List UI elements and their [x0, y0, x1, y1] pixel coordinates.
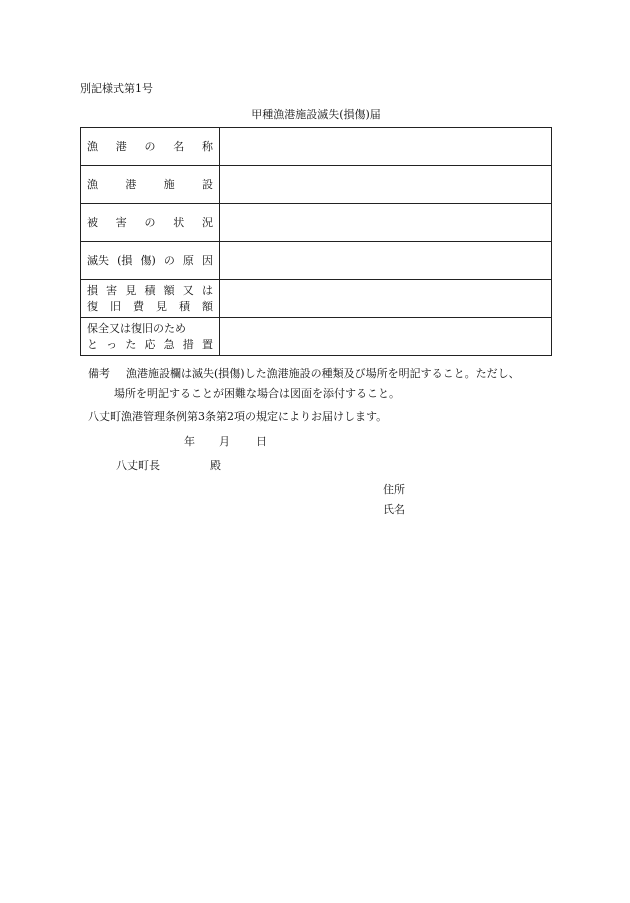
remarks-text: 漁港施設欄は滅失(損傷)した漁港施設の種類及び場所を明記すること。ただし、 — [126, 367, 520, 380]
label-char: 見 — [125, 283, 137, 297]
label-char: 見 — [156, 299, 167, 313]
label-char: 因 — [201, 253, 213, 267]
table-row — [81, 242, 552, 280]
label-char: 害 — [115, 215, 127, 229]
label-char: 積 — [144, 283, 156, 297]
date-day-label: 日 — [256, 435, 267, 448]
address-label: 住所 — [383, 483, 405, 496]
label-line — [87, 283, 213, 299]
remarks-line — [88, 364, 548, 384]
label-line — [87, 215, 213, 231]
label-char: 置 — [201, 337, 213, 351]
label-char: の — [144, 139, 156, 153]
label-line — [87, 321, 213, 337]
name-label: 氏名 — [383, 503, 405, 516]
label-char: 原 — [182, 253, 194, 267]
label-char: 漁 — [87, 139, 98, 153]
addressee — [116, 457, 221, 473]
label-char: 況 — [202, 215, 213, 229]
label-char: た — [125, 337, 137, 351]
row-label-damage-status — [81, 204, 220, 242]
row-label-estimates — [81, 280, 220, 318]
provision-statement: 八丈町漁港管理条例第3条第2項の規定によりお届けします。 — [88, 410, 388, 423]
table-row — [81, 318, 552, 356]
label-char: っ — [106, 337, 118, 351]
port-facility-field[interactable] — [220, 166, 552, 204]
label-char: 応 — [144, 337, 156, 351]
label-char: 傷) — [140, 253, 156, 267]
label-char: 状 — [173, 215, 185, 229]
remarks — [88, 364, 548, 404]
label-char: 設 — [201, 177, 213, 191]
table-row — [81, 204, 552, 242]
date-year-label: 年 — [184, 435, 195, 448]
row-label-port-name — [81, 128, 220, 166]
label-line — [87, 299, 213, 315]
date-month-label: 月 — [219, 435, 230, 448]
date-line — [184, 433, 267, 449]
label-char: 漁 — [87, 177, 98, 191]
label-char: 損 — [87, 283, 98, 297]
label-char: 称 — [202, 139, 213, 153]
form-number: 別記様式第1号 — [80, 82, 153, 95]
addressee-name: 八丈町長 — [116, 459, 160, 472]
row-label-emergency-measures — [81, 318, 220, 356]
port-name-field[interactable] — [220, 128, 552, 166]
label-char: 名 — [173, 139, 185, 153]
form-title: 甲種漁港施設滅失(損傷)届 — [251, 108, 381, 121]
label-char: 保全又は復旧のため — [87, 321, 186, 335]
label-line — [87, 337, 213, 353]
label-char: と — [87, 337, 98, 351]
row-label-cause — [81, 242, 220, 280]
remarks-text: 場所を明記することが困難な場合は図面を添付すること。 — [114, 387, 400, 400]
damage-status-field[interactable] — [220, 204, 552, 242]
label-line — [87, 139, 213, 155]
label-char: の — [163, 253, 175, 267]
applicant-block — [383, 480, 405, 520]
label-char: の — [144, 215, 156, 229]
label-char: (損 — [117, 253, 133, 267]
label-char: 積 — [179, 299, 190, 313]
label-char: 又 — [182, 283, 194, 297]
label-line — [87, 177, 213, 193]
label-char: 復 — [87, 299, 98, 313]
cause-field[interactable] — [220, 242, 552, 280]
label-char: 港 — [115, 139, 127, 153]
label-char: 急 — [163, 337, 175, 351]
label-char: 施 — [163, 177, 175, 191]
honorific: 殿 — [210, 459, 221, 472]
remarks-heading: 備考 — [88, 367, 110, 380]
report-table — [80, 127, 552, 356]
label-char: 額 — [202, 299, 213, 313]
label-char: 害 — [106, 283, 118, 297]
label-char: 港 — [125, 177, 137, 191]
estimates-field[interactable] — [220, 280, 552, 318]
table-row — [81, 166, 552, 204]
label-line — [87, 253, 213, 269]
remarks-line — [88, 384, 548, 404]
table-row — [81, 128, 552, 166]
row-label-port-facility — [81, 166, 220, 204]
label-char: 費 — [133, 299, 144, 313]
emergency-measures-field[interactable] — [220, 318, 552, 356]
label-char: 滅失 — [87, 253, 109, 267]
label-char: 額 — [163, 283, 175, 297]
label-char: 措 — [182, 337, 194, 351]
table-row — [81, 280, 552, 318]
label-char: 旧 — [110, 299, 121, 313]
label-char: は — [201, 283, 213, 297]
label-char: 被 — [87, 215, 98, 229]
